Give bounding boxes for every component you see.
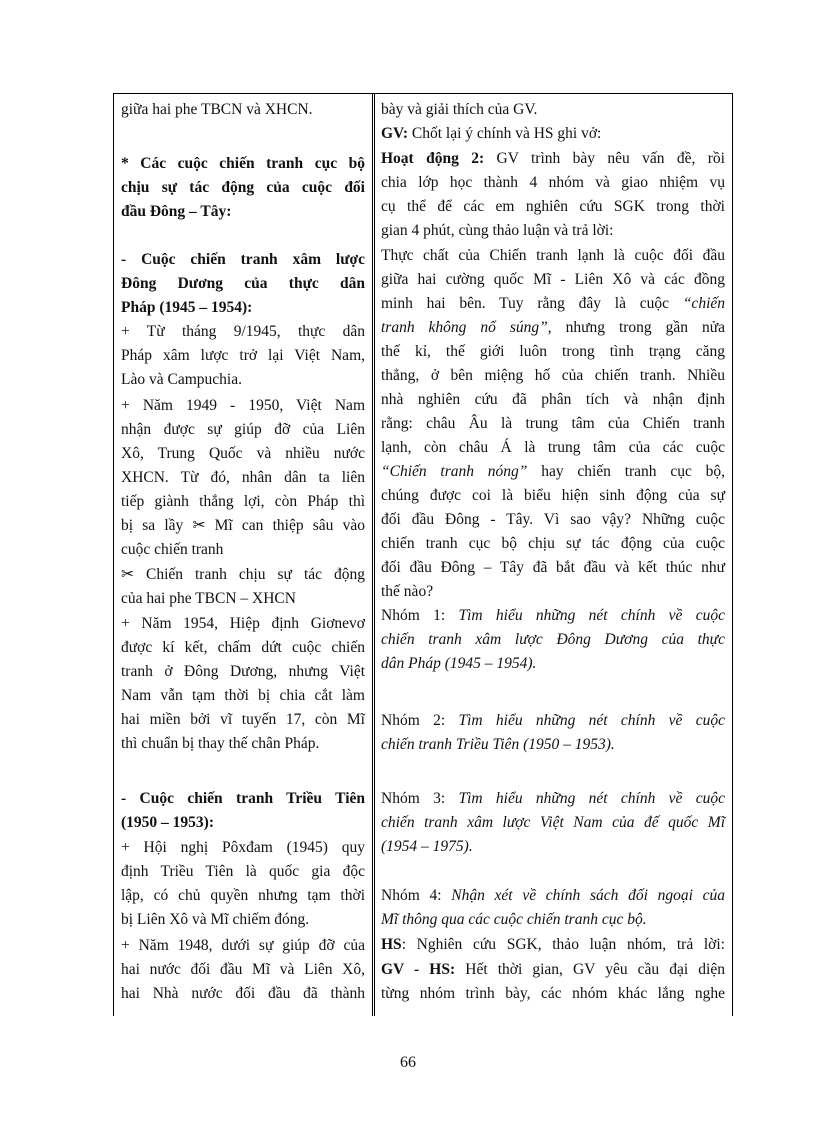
text-line: từng nhóm trình bày, các nhóm khác lắng nghe bbox=[381, 985, 725, 1002]
text-line: Đông Dương của thực dân bbox=[121, 275, 365, 292]
text-line: rằng: châu Âu là trung tâm của Chiến tranh bbox=[381, 415, 725, 432]
text-line: chiến tranh cục bộ chịu sự tác động của cuộc bbox=[381, 535, 725, 552]
left-column bbox=[114, 94, 373, 1016]
text-line: hai nước đối đầu Mĩ và Liên Xô, bbox=[121, 961, 365, 978]
text-line: (1950 – 1953): bbox=[121, 814, 214, 831]
text-line: + Năm 1954, Hiệp định Giơnevơ bbox=[121, 615, 365, 632]
text-line: + Năm 1948, dưới sự giúp đỡ của bbox=[121, 937, 365, 954]
text-line: XHCN. Từ đó, nhân dân ta liên bbox=[121, 469, 365, 486]
text-line: chiến tranh xâm lược Việt Nam của đế quốc Mĩ bbox=[381, 814, 725, 831]
text-line: Mĩ thông qua các cuộc chiến tranh cục bộ. bbox=[381, 911, 647, 928]
text-line: bị sa lầy ✂ Mĩ can thiệp sâu vào bbox=[121, 517, 365, 534]
text-line: chiến tranh xâm lược Đông Dương của thực bbox=[381, 631, 725, 648]
text-line: thì chuẩn bị thay thế chân Pháp. bbox=[121, 735, 320, 752]
text-line: giữa hai phe TBCN và XHCN. bbox=[121, 101, 313, 118]
text-line: Xô, Trung Quốc và nhiều nước bbox=[121, 445, 365, 462]
text-line: bày và giải thích của GV. bbox=[381, 101, 538, 118]
text-line: Nhóm 1: Tìm hiểu những nét chính về cuộc bbox=[381, 607, 726, 624]
text-line: tiếp giành thắng lợi, còn Pháp thì bbox=[121, 493, 365, 510]
text-line: lập, có chủ quyền nhưng tạm thời bbox=[121, 887, 365, 904]
text-line: chúng được coi là biểu hiện sinh động của sự bbox=[381, 487, 725, 504]
text-line: giữa hai cường quốc Mĩ - Liên Xô và các đồng bbox=[381, 271, 725, 288]
text-line: + Năm 1949 - 1950, Việt Nam bbox=[121, 397, 365, 414]
text-line: tranh ở Đông Dương, nhưng Việt bbox=[121, 663, 365, 680]
right-column bbox=[375, 94, 732, 1016]
text-line: đối đầu Đông – Tây đã bắt đầu và kết thúc như bbox=[381, 559, 725, 576]
text-line: thế nào? bbox=[381, 583, 434, 600]
text-line: của hai phe TBCN – XHCN bbox=[121, 590, 296, 607]
text-line: cụ thể để các em nghiên cứu SGK trong thời bbox=[381, 198, 725, 215]
text-line: Nhóm 4: Nhận xét về chính sách đối ngoại của bbox=[381, 887, 725, 904]
text-line: cuộc chiến tranh bbox=[121, 541, 224, 558]
text-line: định Triều Tiên là quốc gia độc bbox=[121, 863, 365, 880]
text-line: GV - HS: Hết thời gian, GV yêu cầu đại diện bbox=[381, 961, 725, 978]
text-line: Thực chất của Chiến tranh lạnh là cuộc đối đầu bbox=[381, 247, 725, 264]
page-number: 66 bbox=[400, 1054, 416, 1071]
text-line: Nhóm 3: Tìm hiểu những nét chính về cuộc bbox=[381, 790, 726, 807]
text-line: tranh không nổ súng”, nhưng trong gần nửa bbox=[381, 319, 725, 336]
text-line: nhận được sự giúp đỡ của Liên bbox=[121, 421, 365, 438]
text-line: HS: Nghiên cứu SGK, thảo luận nhóm, trả lời: bbox=[381, 936, 725, 953]
text-line: chiến tranh Triều Tiên (1950 – 1953). bbox=[381, 736, 615, 753]
text-line: * Các cuộc chiến tranh cục bộ bbox=[121, 155, 365, 172]
text-line: - Cuộc chiến tranh Triều Tiên bbox=[121, 790, 365, 807]
text-line: + Từ tháng 9/1945, thực dân bbox=[121, 323, 365, 340]
text-line: gian 4 phút, cùng thảo luận và trả lời: bbox=[381, 222, 614, 239]
text-line: Lào và Campuchia. bbox=[121, 371, 242, 388]
text-line: minh hai bên. Tuy rằng đây là cuộc “chiến bbox=[381, 295, 725, 312]
text-line: lạnh, còn châu Á là trung tâm của các cuộc bbox=[381, 439, 725, 456]
text-line: GV: Chốt lại ý chính và HS ghi vở: bbox=[381, 125, 602, 142]
column-divider bbox=[372, 94, 373, 1016]
text-line: “Chiến tranh nóng” hay chiến tranh cục bộ, bbox=[381, 463, 725, 480]
text-line: thế kỉ, thế giới luôn trong tình trạng căng bbox=[381, 343, 725, 360]
text-line: - Cuộc chiến tranh xâm lược bbox=[121, 251, 365, 268]
text-line: thẳng, ở bên miệng hố của chiến tranh. Nhiều bbox=[381, 367, 725, 384]
text-line: Nam vẫn tạm thời bị chia cắt làm bbox=[121, 687, 365, 704]
text-line: đối đầu Đông - Tây. Vì sao vậy? Những cuộc bbox=[381, 511, 725, 528]
text-line: hai miền bởi vĩ tuyến 17, còn Mĩ bbox=[121, 711, 365, 728]
text-line: chịu sự tác động của cuộc đối bbox=[121, 179, 365, 196]
text-line: chia lớp học thành 4 nhóm và giao nhiệm vụ bbox=[381, 174, 725, 191]
text-line: bị Liên Xô và Mĩ chiếm đóng. bbox=[121, 911, 310, 928]
text-line: dân Pháp (1945 – 1954). bbox=[381, 655, 537, 672]
text-line: được kí kết, chấm dứt cuộc chiến bbox=[121, 639, 365, 656]
lesson-table bbox=[113, 93, 733, 1016]
text-line: Hoạt động 2: GV trình bày nêu vấn đề, rồi bbox=[381, 150, 725, 167]
text-line: hai Nhà nước đối đầu đã thành bbox=[121, 985, 365, 1002]
text-line: (1954 – 1975). bbox=[381, 838, 473, 855]
text-line: Pháp (1945 – 1954): bbox=[121, 299, 253, 316]
text-line: Pháp xâm lược trở lại Việt Nam, bbox=[121, 347, 365, 364]
text-line: ✂ Chiến tranh chịu sự tác động bbox=[121, 566, 365, 583]
text-line: đầu Đông – Tây: bbox=[121, 203, 232, 220]
text-line: nhà nghiên cứu đã phân tích và nhận định bbox=[381, 391, 725, 408]
text-line: + Hội nghị Pôxđam (1945) quy bbox=[121, 839, 365, 856]
text-line: Nhóm 2: Tìm hiểu những nét chính về cuộc bbox=[381, 712, 726, 729]
